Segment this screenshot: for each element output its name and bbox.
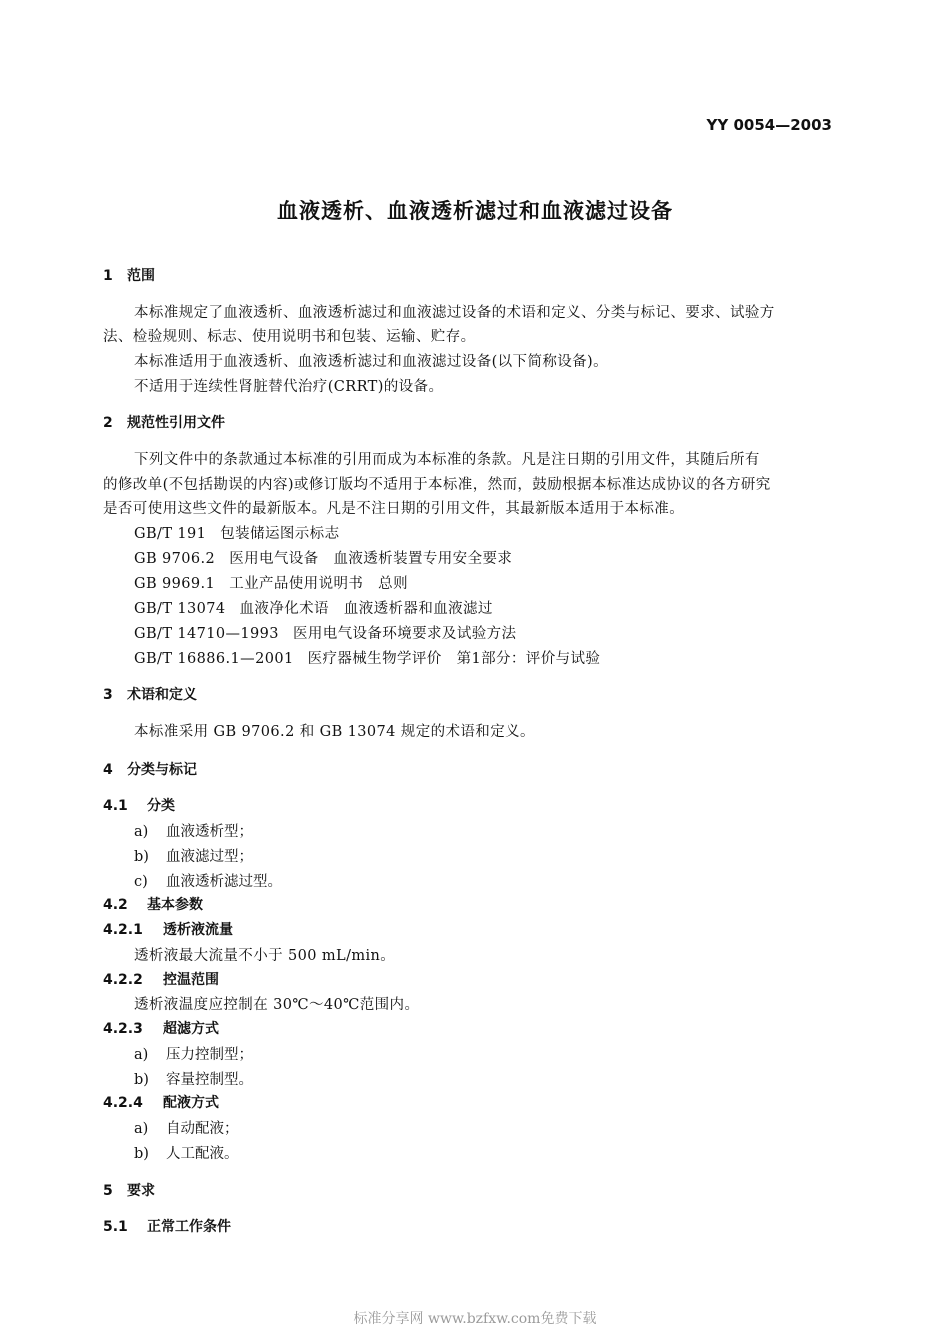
list-label: a) bbox=[134, 1047, 149, 1063]
list-text: 自动配液； bbox=[166, 1121, 239, 1137]
section-title: 范围 bbox=[127, 268, 155, 284]
paragraph-line: 本标准适用于血液透析、血液透析滤过和血液滤过设备(以下简称设备)。 bbox=[134, 354, 609, 370]
standard-number: YY 0054—2003 bbox=[706, 116, 832, 134]
list-item bbox=[134, 1142, 239, 1163]
section-title: 超滤方式 bbox=[163, 1021, 219, 1037]
subsection-4-2-2-heading bbox=[103, 969, 219, 989]
reference-code: GB 9969.1 bbox=[134, 576, 216, 592]
section-number: 4.2.4 bbox=[103, 1095, 143, 1111]
list-item bbox=[134, 820, 253, 841]
section-number: 4.2.1 bbox=[103, 922, 143, 938]
section-title: 分类 bbox=[147, 798, 175, 814]
list-label: b) bbox=[134, 1146, 149, 1162]
subsection-4-2-heading bbox=[103, 894, 203, 914]
subsection-4-2-4-heading bbox=[103, 1092, 219, 1112]
reference-title: 医用电气设备 血液透析装置专用安全要求 bbox=[229, 551, 513, 567]
section-number: 3 bbox=[103, 687, 113, 703]
reference-item bbox=[134, 647, 600, 668]
watermark-footer: 标准分享网 www.bzfxw.com免费下载 bbox=[353, 1311, 597, 1327]
list-text: 血液滤过型； bbox=[166, 849, 253, 865]
reference-title: 医用电气设备环境要求及试验方法 bbox=[292, 626, 517, 642]
section-title: 控温范围 bbox=[163, 972, 219, 988]
paragraph-line: 本标准规定了血液透析、血液透析滤过和血液滤过设备的术语和定义、分类与标记、要求、试验方 bbox=[134, 305, 775, 321]
list-text: 血液透析滤过型。 bbox=[166, 874, 282, 890]
reference-code: GB/T 191 bbox=[134, 526, 207, 542]
section-3-heading bbox=[103, 684, 197, 704]
section-2-heading bbox=[103, 412, 225, 432]
section-title: 透析液流量 bbox=[163, 922, 233, 938]
reference-title: 包装储运图示标志 bbox=[220, 526, 340, 542]
list-label: a) bbox=[134, 1121, 149, 1137]
subsection-4-1-heading bbox=[103, 795, 175, 815]
section-title: 正常工作条件 bbox=[147, 1219, 231, 1235]
paragraph-line: 是否可使用这些文件的最新版本。凡是不注日期的引用文件，其最新版本适用于本标准。 bbox=[103, 501, 685, 517]
paragraph-line: 法、检验规则、标志、使用说明书和包装、运输、贮存。 bbox=[103, 329, 476, 345]
section-title: 要求 bbox=[127, 1183, 155, 1199]
section-number: 1 bbox=[103, 268, 113, 284]
paragraph-line: 本标准采用 GB 9706.2 和 GB 13074 规定的术语和定义。 bbox=[134, 724, 535, 740]
document-title: 血液透析、血液透析滤过和血液滤过设备 bbox=[277, 199, 673, 223]
reference-title: 工业产品使用说明书 总则 bbox=[229, 576, 408, 592]
section-title: 分类与标记 bbox=[127, 762, 197, 778]
section-title: 配液方式 bbox=[163, 1095, 219, 1111]
paragraph-line: 透析液最大流量不小于 500 mL/min。 bbox=[134, 948, 396, 964]
list-item bbox=[134, 1117, 239, 1138]
reference-code: GB/T 14710—1993 bbox=[134, 626, 279, 642]
section-number: 4.1 bbox=[103, 798, 128, 814]
section-title: 规范性引用文件 bbox=[127, 415, 225, 431]
list-label: b) bbox=[134, 849, 149, 865]
reference-title: 医疗器械生物学评价 第1部分：评价与试验 bbox=[307, 651, 601, 667]
paragraph-line: 的修改单(不包括勘误的内容)或修订版均不适用于本标准，然而，鼓励根据本标准达成协议的各方研究 bbox=[103, 477, 771, 493]
reference-item bbox=[134, 622, 516, 643]
reference-item bbox=[134, 547, 512, 568]
paragraph-line: 透析液温度应控制在 30℃～40℃范围内。 bbox=[134, 997, 420, 1013]
section-1-heading bbox=[103, 265, 155, 285]
list-label: b) bbox=[134, 1072, 149, 1088]
list-item bbox=[134, 1043, 253, 1064]
list-item bbox=[134, 845, 253, 866]
section-title: 术语和定义 bbox=[127, 687, 197, 703]
section-number: 2 bbox=[103, 415, 113, 431]
section-number: 4.2.3 bbox=[103, 1021, 143, 1037]
section-number: 4.2 bbox=[103, 897, 128, 913]
subsection-4-2-3-heading bbox=[103, 1018, 219, 1038]
list-text: 压力控制型； bbox=[166, 1047, 253, 1063]
reference-title: 血液净化术语 血液透析器和血液滤过 bbox=[239, 601, 493, 617]
list-text: 人工配液。 bbox=[166, 1146, 239, 1162]
list-item bbox=[134, 1068, 253, 1089]
list-text: 容量控制型。 bbox=[166, 1072, 253, 1088]
list-item bbox=[134, 870, 282, 891]
list-text: 血液透析型； bbox=[166, 824, 253, 840]
section-4-heading bbox=[103, 759, 197, 779]
section-number: 5.1 bbox=[103, 1219, 128, 1235]
section-number: 5 bbox=[103, 1183, 113, 1199]
reference-code: GB/T 13074 bbox=[134, 601, 226, 617]
section-title: 基本参数 bbox=[147, 897, 203, 913]
reference-code: GB/T 16886.1—2001 bbox=[134, 651, 294, 667]
subsection-5-1-heading bbox=[103, 1216, 231, 1236]
subsection-4-2-1-heading bbox=[103, 919, 233, 939]
section-5-heading bbox=[103, 1180, 155, 1200]
section-number: 4 bbox=[103, 762, 113, 778]
reference-code: GB 9706.2 bbox=[134, 551, 216, 567]
paragraph-line: 不适用于连续性肾脏替代治疗(CRRT)的设备。 bbox=[134, 379, 444, 395]
paragraph-line: 下列文件中的条款通过本标准的引用而成为本标准的条款。凡是注日期的引用文件，其随后所有 bbox=[134, 452, 760, 468]
reference-item bbox=[134, 522, 339, 543]
section-number: 4.2.2 bbox=[103, 972, 143, 988]
list-label: a) bbox=[134, 824, 149, 840]
reference-item bbox=[134, 572, 408, 593]
reference-item bbox=[134, 597, 493, 618]
list-label: c) bbox=[134, 874, 148, 890]
